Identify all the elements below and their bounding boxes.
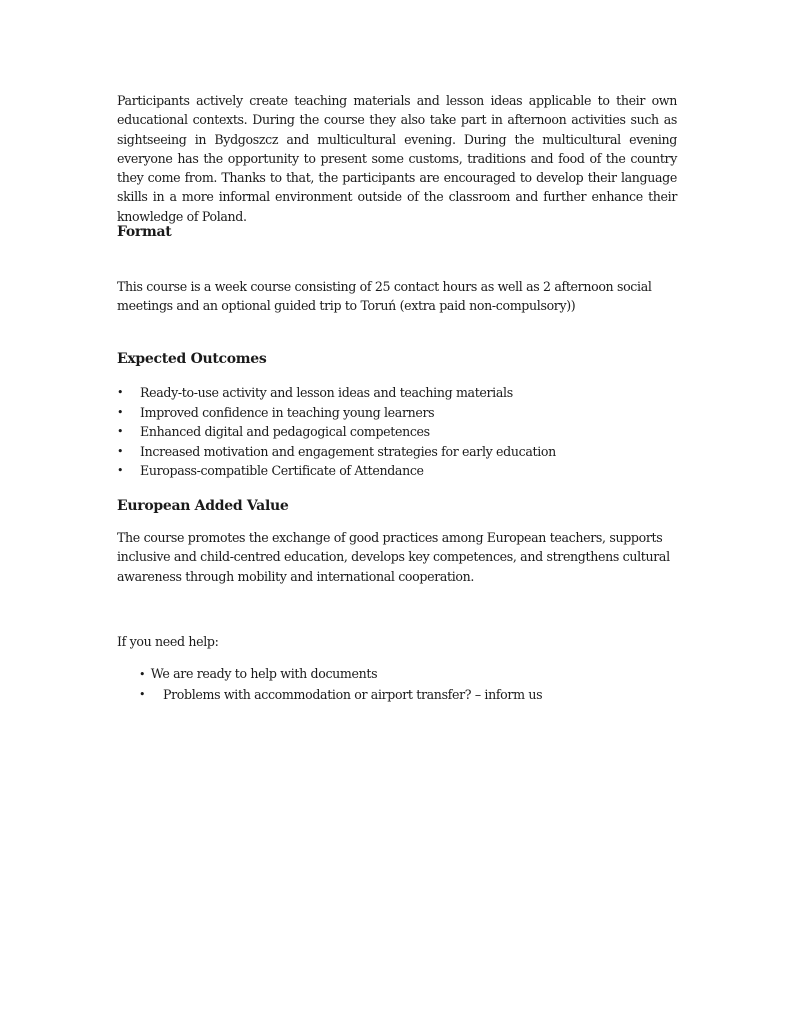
format-line-1: This course is a week course consisting of 25 contact hours as well as 2 afternoon social xyxy=(117,279,652,294)
list-item xyxy=(117,422,677,442)
help-list xyxy=(139,664,542,705)
european-added-value-heading: European Added Value xyxy=(117,498,289,514)
list-item xyxy=(117,442,677,462)
list-item-text: Europass-compatible Certificate of Attendance xyxy=(140,463,424,478)
format-paragraph xyxy=(117,277,697,316)
list-item-text: Enhanced digital and pedagogical competences xyxy=(140,424,430,439)
eav-line-2: inclusive and child-centred education, develops key competences, and strengthens cultural xyxy=(117,549,670,565)
list-item xyxy=(139,685,542,705)
list-item xyxy=(117,383,677,403)
bullet-icon: • xyxy=(139,668,146,681)
list-item-text: Problems with accommodation or airport transfer? – inform us xyxy=(163,687,543,702)
bullet-icon: • xyxy=(117,405,124,419)
eav-line-1: The course promotes the exchange of good practices among European teachers, supports xyxy=(117,530,663,545)
list-item xyxy=(117,461,677,481)
bullet-icon: • xyxy=(117,386,124,399)
intro-paragraph: Participants actively create teaching materials and lesson ideas applicable to their own educational contexts. During the course they also take part in afternoon activities such as sightseeing in Bydgoszcz and multicultural evening. During the multicultural evening everyone has the opportunity to present some customs, traditions and food of the country they come from. Thanks to that, the participants are encouraged to develop their language skills in a more informal environment outside of the classroom and further enhance their knowledge of Poland. xyxy=(117,93,677,224)
list-item-text: Improved confidence in teaching young learners xyxy=(140,404,435,420)
european-added-value-paragraph xyxy=(117,528,697,586)
list-item xyxy=(139,664,542,685)
eav-line-3: awareness through mobility and international cooperation. xyxy=(117,568,475,584)
format-heading: Format xyxy=(117,224,172,240)
expected-outcomes-heading: Expected Outcomes xyxy=(117,351,267,367)
list-item-text: Ready-to-use activity and lesson ideas and teaching materials xyxy=(140,385,513,400)
help-intro: If you need help: xyxy=(117,634,219,649)
bullet-icon: • xyxy=(139,688,146,701)
format-line-2: meetings and an optional guided trip to Toruń (extra paid non-compulsory)) xyxy=(117,298,576,314)
bullet-icon: • xyxy=(117,425,124,438)
expected-outcomes-list xyxy=(117,383,677,481)
bullet-icon: • xyxy=(117,464,124,477)
bullet-icon: • xyxy=(117,444,124,458)
list-item xyxy=(117,403,677,423)
list-item-text: We are ready to help with documents xyxy=(150,666,378,681)
list-item-text: Increased motivation and engagement strategies for early education xyxy=(140,443,556,459)
